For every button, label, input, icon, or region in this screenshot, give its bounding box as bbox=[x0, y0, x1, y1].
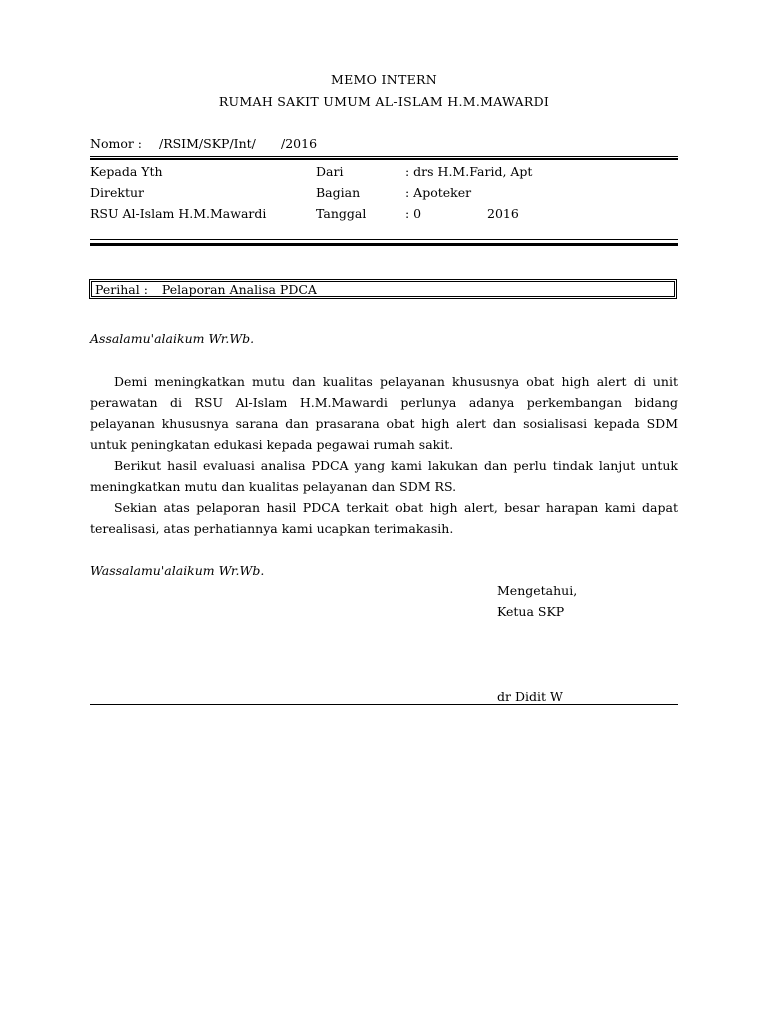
addressee-line-2: Direktur bbox=[90, 185, 145, 200]
field-tanggal-year: 2016 bbox=[487, 206, 519, 221]
closing: Wassalamu'alaikum Wr.Wb. bbox=[90, 563, 265, 578]
memo-body bbox=[90, 371, 678, 539]
footer-rule bbox=[90, 704, 678, 705]
field-bagian-label: Bagian bbox=[316, 185, 361, 200]
signature-position: Ketua SKP bbox=[497, 604, 565, 619]
field-bagian-value: : Apoteker bbox=[405, 185, 472, 200]
perihal-label: Perihal : bbox=[95, 282, 148, 297]
body-paragraph-1: Demi meningkatkan mutu dan kualitas pelayanan khususnya obat high alert di unit perawatan di RSU Al-Islam H.M.Mawardi perlunya adanya perkembangan bidang pelayanan khususnya sarana dan prasarana obat high alert dan sosialisasi kepada SDM untuk peningkatan edukasi kepada pegawai rumah sakit. bbox=[90, 374, 678, 452]
perihal-inner bbox=[91, 281, 675, 297]
greeting: Assalamu'alaikum Wr.Wb. bbox=[90, 331, 255, 346]
field-dari-label: Dari bbox=[316, 164, 344, 179]
header-divider-bottom-thin bbox=[90, 239, 678, 240]
nomor-label: Nomor : bbox=[90, 136, 143, 151]
perihal-box bbox=[89, 279, 677, 299]
signature-acknowledge: Mengetahui, bbox=[497, 583, 578, 598]
nomor-year: /2016 bbox=[281, 136, 318, 151]
institution-name: RUMAH SAKIT UMUM AL-ISLAM H.M.MAWARDI bbox=[218, 94, 550, 109]
signature-name: dr Didit W bbox=[497, 689, 563, 704]
perihal-value: Pelaporan Analisa PDCA bbox=[161, 282, 317, 297]
body-paragraph-3: Sekian atas pelaporan hasil PDCA terkait obat high alert, besar harapan kami dapat terealisasi, atas perhatiannya kami ucapkan terimakasih. bbox=[90, 500, 678, 536]
field-tanggal-value: : 0 bbox=[405, 206, 422, 221]
body-paragraph-2: Berikut hasil evaluasi analisa PDCA yang kami lakukan dan perlu tindak lanjut untuk meningkatkan mutu dan kualitas pelayanan dan SDM RS. bbox=[90, 458, 678, 494]
header-divider-top bbox=[90, 156, 678, 160]
field-tanggal-label: Tanggal bbox=[316, 206, 367, 221]
header-divider-bottom-thick bbox=[90, 243, 678, 246]
memo-title: MEMO INTERN bbox=[331, 72, 437, 87]
field-dari-value: : drs H.M.Farid, Apt bbox=[405, 164, 533, 179]
addressee-line-3: RSU Al-Islam H.M.Mawardi bbox=[90, 206, 267, 221]
nomor-value: /RSIM/SKP/Int/ bbox=[159, 136, 256, 151]
addressee-line-1: Kepada Yth bbox=[90, 164, 163, 179]
